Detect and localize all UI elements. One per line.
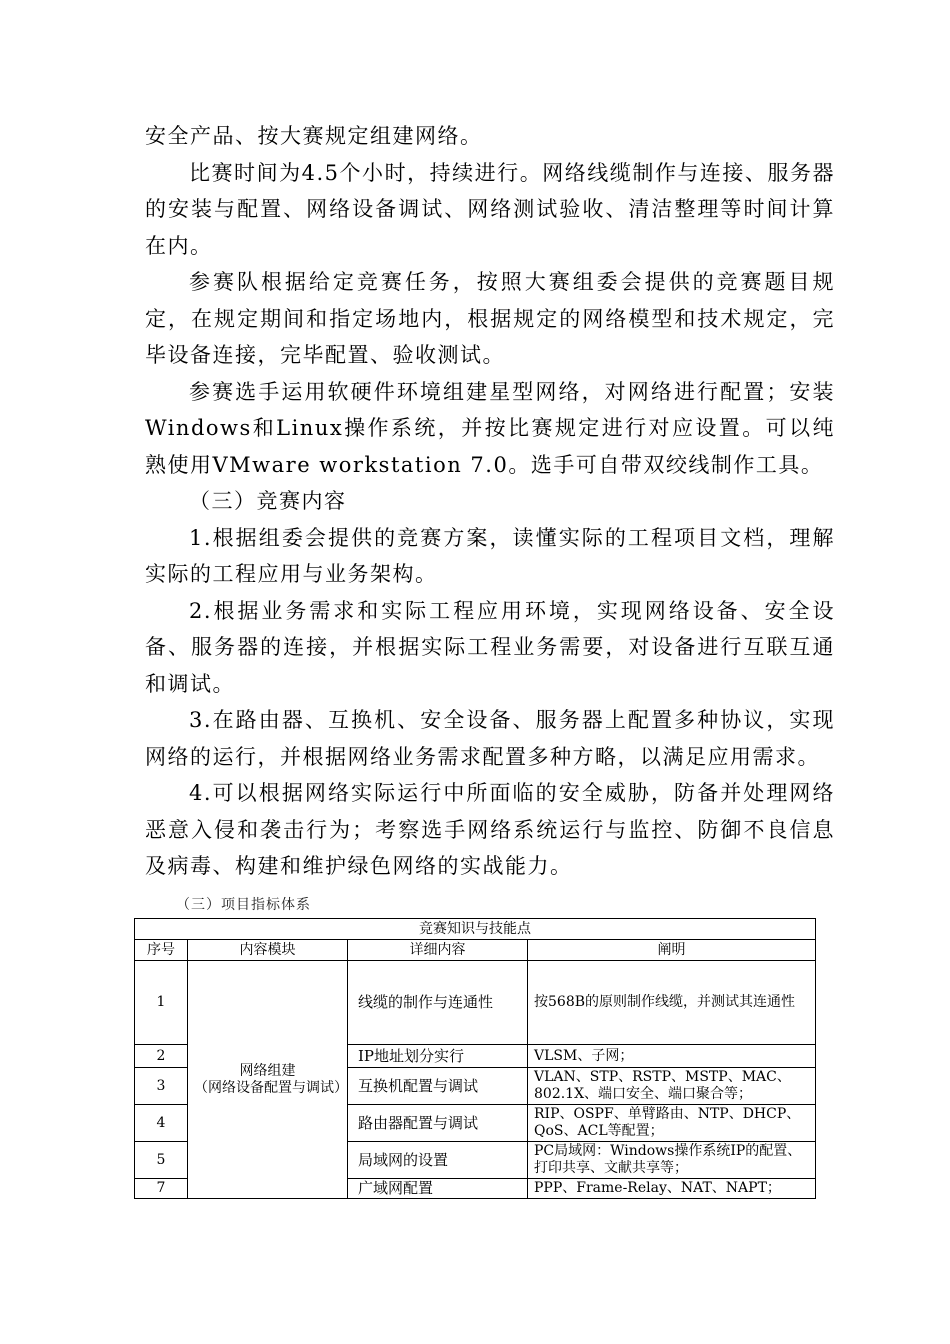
row-note: PPP、Frame-Relay、NAT、NAPT； (528, 1179, 816, 1199)
row-detail: 互换机配置与调试 (348, 1068, 528, 1105)
section-heading-competition-content: （三）竞赛内容 (189, 489, 347, 513)
row-note: VLSM、子网； (528, 1045, 816, 1068)
table-row (135, 961, 816, 1045)
table-title: 竞赛知识与技能点 (135, 919, 816, 940)
body-text (145, 118, 835, 885)
row-detail: IP地址划分实行 (348, 1045, 528, 1068)
row-note: VLAN、STP、RSTP、MSTP、MAC、802.1X、端口安全、端口聚合等； (528, 1068, 816, 1105)
row-number: 5 (135, 1142, 188, 1179)
content-item-4: 4.可以根据网络实际运行中所面临的安全威胁，防备并处理网络恶意入侵和袭击行为；考察选手网络系统运行与监控、防御不良信息及病毒、构建和维护绿色网络的实战能力。 (145, 781, 835, 878)
row-detail: 路由器配置与调试 (348, 1105, 528, 1142)
content-item-1: 1.根据组委会提供的竞赛方案，读懂实际的工程项目文档，理解实际的工程应用与业务架构。 (145, 525, 835, 586)
row-note: RIP、OSPF、单臂路由、NTP、DHCP、QoS、ACL等配置； (528, 1105, 816, 1142)
paragraph-team-tasks: 参赛队根据给定竞赛任务，按照大赛组委会提供的竞赛题目规定，在规定期间和指定场地内，根据规定的网络模型和技术规定，完毕设备连接，完毕配置、验收测试。 (145, 270, 835, 367)
row-number: 4 (135, 1105, 188, 1142)
header-number: 序号 (135, 940, 188, 961)
header-note: 阐明 (528, 940, 816, 961)
row-number: 2 (135, 1045, 188, 1068)
module-cell: 网络组建 （网络设备配置与调试） (188, 961, 348, 1199)
paragraph-software-environment: 参赛选手运用软硬件环境组建星型网络，对网络进行配置；安装Windows和Linux操作系统，并按比赛规定进行对应设置。可以纯熟使用VMware workstation 7.0。选手可自带双绞线制作工具。 (145, 379, 835, 477)
paragraph-competition-time: 比赛时间为4.5个小时，持续进行。网络线缆制作与连接、服务器的安装与配置、网络设备调试、网络测试验收、清洁整理等时间计算在内。 (145, 160, 835, 258)
paragraph-continuation: 安全产品、按大赛规定组建网络。 (145, 124, 483, 148)
header-detail: 详细内容 (348, 940, 528, 961)
skills-table (134, 918, 816, 1199)
table-caption: （三）项目指标体系 (176, 897, 311, 913)
content-item-3: 3.在路由器、互换机、安全设备、服务器上配置多种协议，实现网络的运行，并根据网络业务需求配置多种方略，以满足应用需求。 (145, 708, 835, 769)
row-detail: 线缆的制作与连通性 (348, 961, 528, 1045)
row-number: 7 (135, 1179, 188, 1199)
content-item-2: 2.根据业务需求和实际工程应用环境，实现网络设备、安全设备、服务器的连接，并根据实际工程业务需要，对设备进行互联互通和调试。 (145, 598, 835, 696)
header-module: 内容模块 (188, 940, 348, 961)
row-detail: 局域网的设置 (348, 1142, 528, 1179)
row-detail: 广域网配置 (348, 1179, 528, 1199)
row-number: 1 (135, 961, 188, 1045)
row-note: 按568B的原则制作线缆，并测试其连通性 (528, 961, 816, 1045)
row-number: 3 (135, 1068, 188, 1105)
row-note: PC局域网：Windows操作系统IP的配置、打印共享、文献共享等； (528, 1142, 816, 1179)
